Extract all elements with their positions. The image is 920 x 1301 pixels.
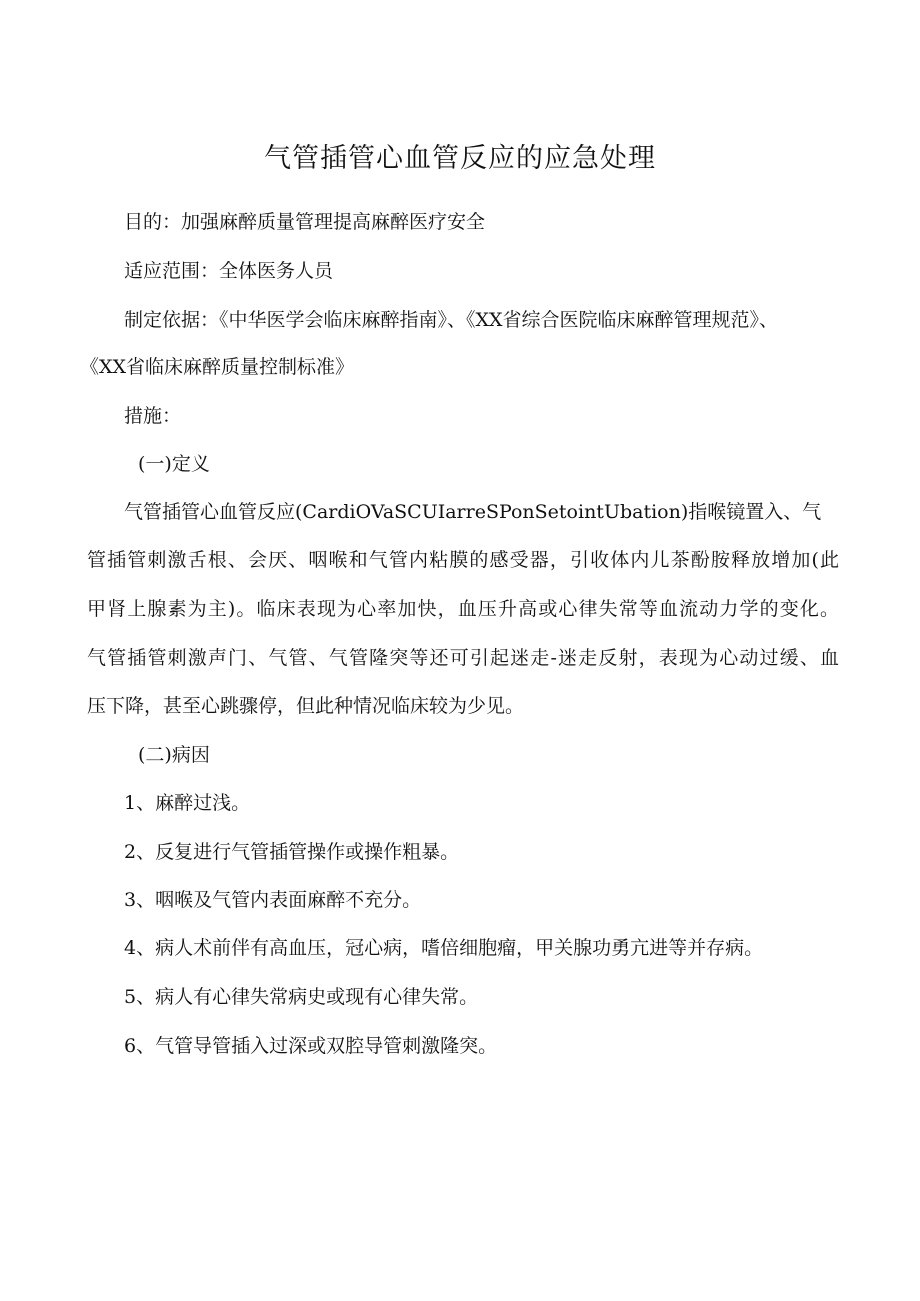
cause-item-4: 4、病人术前伴有高血压，冠心病，嗜倍细胞瘤，甲关腺功勇亢进等并存病。 bbox=[124, 937, 764, 959]
section-heading-causes: (二)病因 bbox=[138, 744, 210, 766]
cause-item-2: 2、反复进行气管插管操作或操作粗暴。 bbox=[124, 841, 460, 863]
document-title: 气管插管心血管反应的应急处理 bbox=[264, 143, 656, 174]
purpose-line: 目的：加强麻醉质量管理提高麻醉医疗安全 bbox=[124, 211, 486, 233]
cause-item-1: 1、麻醉过浅。 bbox=[124, 792, 251, 814]
measures-label: 措施： bbox=[124, 405, 182, 427]
definition-line-3: 甲肾上腺素为主)。临床表现为心率加快，血压升高或心律失常等血流动力学的变化。 bbox=[87, 598, 839, 620]
definition-line-5: 压下降，甚至心跳骤停，但此种情况临床较为少见。 bbox=[87, 695, 525, 717]
cause-item-3: 3、咽喉及气管内表面麻醉不充分。 bbox=[124, 889, 422, 911]
section-heading-definition: (一)定义 bbox=[138, 453, 210, 475]
definition-line-4: 气管插管刺激声门、气管、气管隆突等还可引起迷走-迷走反射，表现为心动过缓、血 bbox=[87, 647, 839, 669]
definition-line-1: 气管插管心血管反应(CardiOVaSCUIarreSPonSetointUbation)指喉镜置入、气 bbox=[124, 501, 822, 523]
cause-item-6: 6、气管导管插入过深或双腔导管刺激隆突。 bbox=[124, 1035, 498, 1057]
definition-line-2: 管插管刺激舌根、会厌、咽喉和气管内粘膜的感受器，引收体内儿茶酚胺释放增加(此 bbox=[87, 549, 839, 571]
scope-line: 适应范围：全体医务人员 bbox=[124, 260, 334, 282]
basis-line-2: 《XX省临床麻醉质量控制标准》 bbox=[80, 356, 355, 378]
cause-item-5: 5、病人有心律失常病史或现有心律失常。 bbox=[124, 986, 479, 1008]
basis-line-1: 制定依据：《中华医学会临床麻醉指南》、《XX省综合医院临床麻醉管理规范》、 bbox=[124, 309, 779, 331]
